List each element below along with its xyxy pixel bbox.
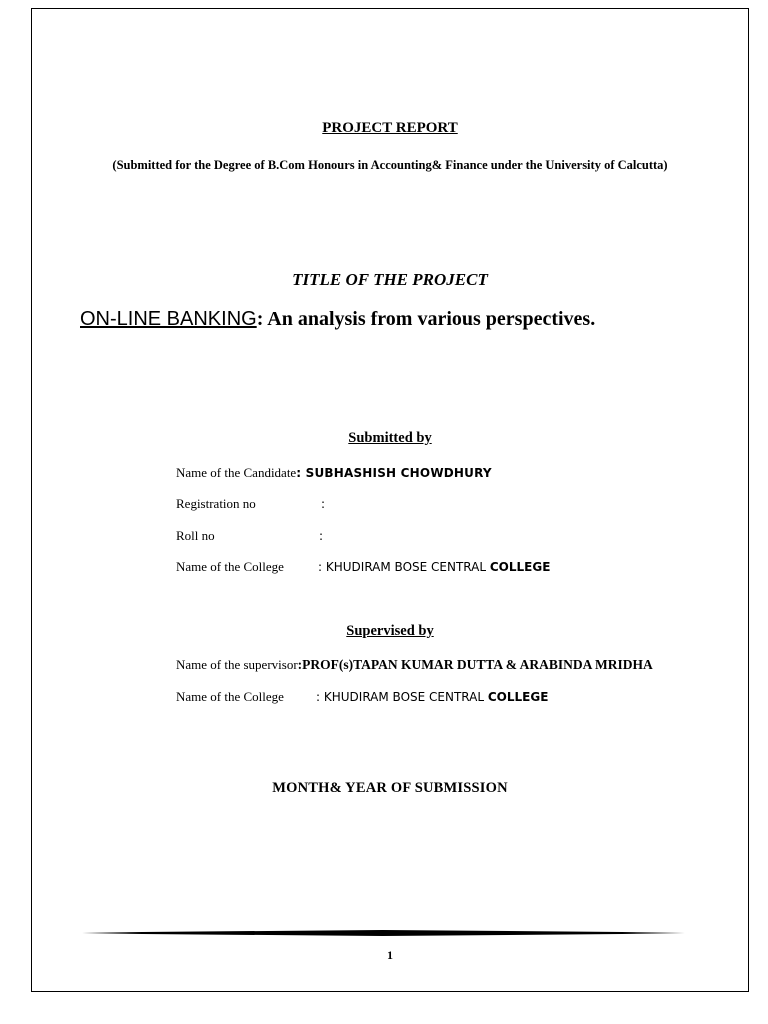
supervisor-college-value-bold: COLLEGE: [487, 690, 549, 704]
registration-row: [176, 496, 325, 512]
supervisor-label: Name of the supervisor: [176, 657, 298, 672]
submission-month-year: MONTH& YEAR OF SUBMISSION: [272, 780, 508, 796]
supervisor-college-value: : KHUDIRAM BOSE CENTRAL: [316, 690, 488, 704]
report-subtitle: (Submitted for the Degree of B.Com Honours in Accounting& Finance under the University of Calcutta): [112, 158, 668, 172]
supervisor-college-row: [176, 689, 548, 705]
project-name-key: ON-LINE BANKING: [80, 308, 257, 330]
supervised-by-heading: Supervised by: [346, 623, 434, 639]
roll-value: :: [319, 529, 324, 543]
page-number: 1: [387, 948, 393, 962]
roll-row: [176, 528, 323, 544]
registration-label: Registration no: [176, 496, 256, 511]
supervisor-value: :PROF(s)TAPAN KUMAR DUTTA & ARABINDA MRIDHA: [297, 657, 653, 672]
candidate-label: Name of the Candidate: [176, 465, 297, 480]
college-row: [176, 559, 550, 575]
supervisor-row: [176, 657, 653, 673]
roll-label: Roll no: [176, 528, 215, 543]
project-heading: TITLE OF THE PROJECT: [292, 270, 488, 289]
footer-divider: [82, 927, 685, 939]
candidate-value: : SUBHASHISH CHOWDHURY: [296, 466, 492, 480]
college-value-bold: COLLEGE: [489, 560, 551, 574]
report-title: PROJECT REPORT: [322, 120, 458, 136]
project-name: [80, 308, 595, 331]
college-label: Name of the College: [176, 559, 284, 574]
candidate-row: [176, 465, 492, 481]
supervisor-college-label: Name of the College: [176, 689, 284, 704]
submitted-by-heading: Submitted by: [348, 430, 432, 446]
project-name-rest: : An analysis from various perspectives.: [256, 308, 596, 330]
registration-value: :: [321, 497, 326, 511]
college-value: : KHUDIRAM BOSE CENTRAL: [318, 560, 490, 574]
